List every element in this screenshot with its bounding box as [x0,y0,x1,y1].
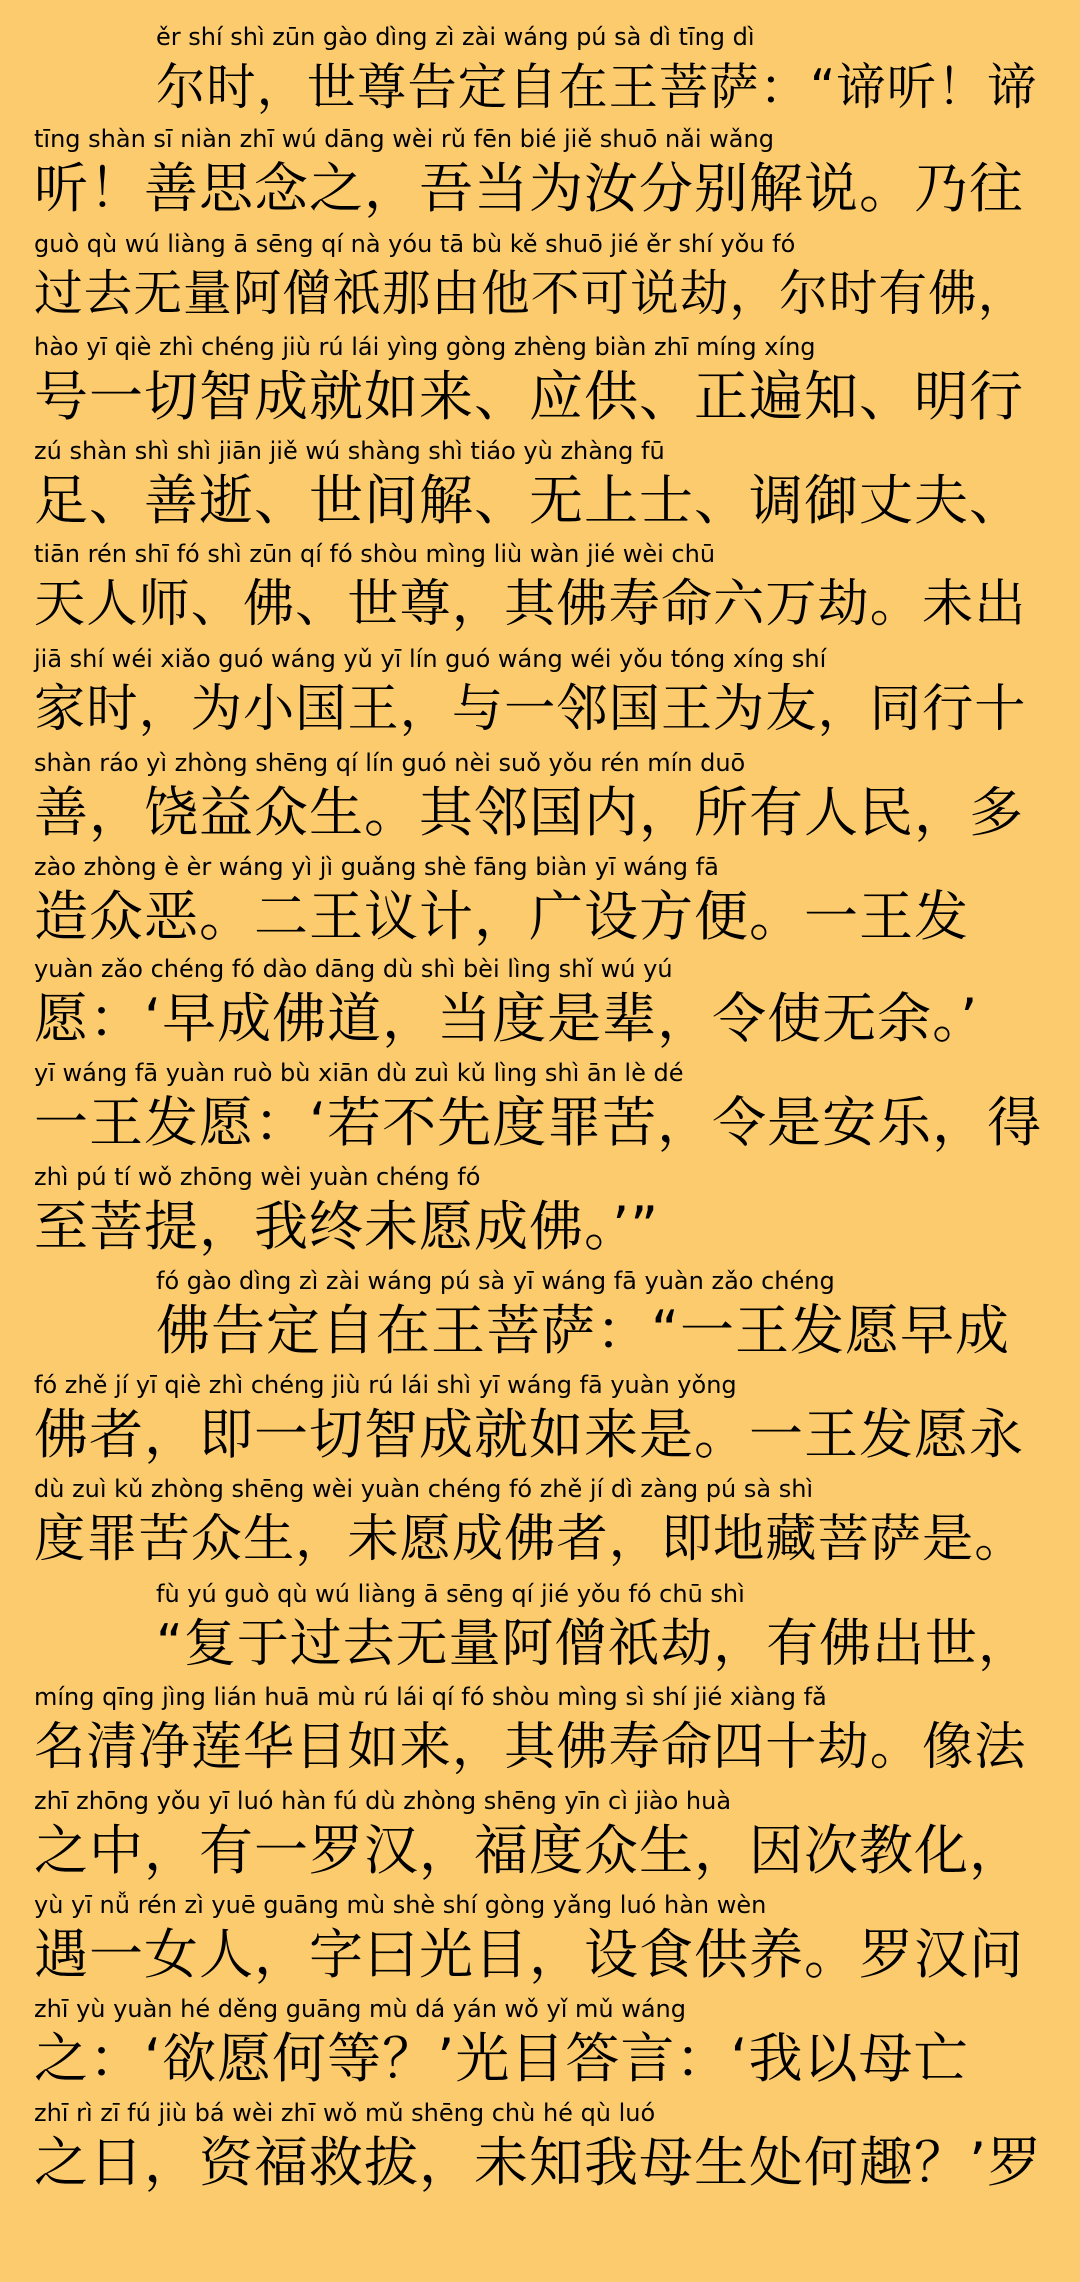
scripture-text: 造众恶。二王议计，广设方便。一王发 [34,885,969,948]
pinyin-annotation: dù zuì kǔ zhòng shēng wèi yuàn chéng fó zhě jí dì zàng pú sà shì [34,1475,814,1503]
scripture-text: 号一切智成就如来、应供、正遍知、明行 [34,365,1024,428]
scripture-text: 足、善逝、世间解、无上士、调御丈夫、 [34,469,1024,532]
text-line [34,1990,1046,2094]
pinyin-annotation: fó gào dìng zì zài wáng pú sà yī wáng fā yuàn zǎo chéng [156,1267,835,1295]
pinyin-annotation: tīng shàn sī niàn zhī wú dāng wèi rǔ fēn bié jiě shuō nǎi wǎng [34,125,774,153]
scripture-text: 之日，资福救拔，未知我母生处何趣？’罗 [34,2131,1043,2194]
pinyin-annotation: jiā shí wéi xiǎo guó wáng yǔ yī lín guó wáng wéi yǒu tóng xíng shí [34,645,827,673]
text-line [34,225,1046,329]
pinyin-annotation: yuàn zǎo chéng fó dào dāng dù shì bèi lìng shǐ wú yú [34,955,673,983]
scripture-text: 愿：‘早成佛道，当度是辈，令使无余。’ [34,987,979,1050]
text-line [34,432,1046,536]
scripture-text: 过去无量阿僧祇那由他不可说劫，尔时有佛， [34,266,1028,322]
pinyin-annotation: zhì pú tí wǒ zhōng wèi yuàn chéng fó [34,1163,481,1191]
text-line [34,535,1046,639]
pinyin-annotation: fó zhě jí yī qiè zhì chéng jiù rú lái shì yī wáng fā yuàn yǒng [34,1371,737,1399]
scripture-text: 善，饶益众生。其邻国内，所有人民，多 [34,781,1024,844]
scripture-text: 之：‘欲愿何等？’光目答言：‘我以母亡 [34,2027,969,2090]
pinyin-annotation: fù yú guò qù wú liàng ā sēng qí jié yǒu fó chū shì [156,1580,745,1608]
scripture-text: 之中，有一罗汉，福度众生，因次教化， [34,1819,1024,1882]
pinyin-annotation: zào zhòng è èr wáng yì jì guǎng shè fāng biàn yī wáng fā [34,853,719,881]
pinyin-annotation: tiān rén shī fó shì zūn qí fó shòu mìng liù wàn jié wèi chū [34,540,716,568]
scripture-text: 一王发愿：‘若不先度罪苦，令是安乐，得 [34,1091,1043,1154]
pinyin-annotation: míng qīng jìng lián huā mù rú lái qí fó shòu mìng sì shí jié xiàng fǎ [34,1683,827,1711]
scripture-text: 佛者，即一切智成就如来是。一王发愿永 [34,1403,1024,1466]
pinyin-annotation: zhī rì zī fú jiù bá wèi zhī wǒ mǔ shēng chù hé qù luó [34,2099,656,2127]
text-line [34,640,1046,744]
pinyin-annotation: shàn ráo yì zhòng shēng qí lín guó nèi suǒ yǒu rén mín duō [34,749,746,777]
scripture-text: 听！善思念之，吾当为汝分别解说。乃往 [34,157,1024,220]
text-line [34,950,1046,1054]
pinyin-annotation: ěr shí shì zūn gào dìng zì zài wáng pú sà dì tīng dì [156,23,755,51]
text-line [34,744,1046,848]
text-line [34,848,1046,952]
text-line [34,1886,1046,1990]
pinyin-annotation: zhī yù yuàn hé děng guāng mù dá yán wǒ yǐ mǔ wáng [34,1995,686,2023]
text-line [34,1575,1046,1679]
pinyin-annotation: hào yī qiè zhì chéng jiù rú lái yìng gòng zhèng biàn zhī míng xíng [34,333,816,361]
text-line [34,1678,1046,1782]
pinyin-annotation: zhī zhōng yǒu yī luó hàn fú dù zhòng shēng yīn cì jiào huà [34,1787,732,1815]
scripture-text: 尔时，世尊告定自在王菩萨：“谛听！谛 [156,58,1038,116]
pinyin-annotation: guò qù wú liàng ā sēng qí nà yóu tā bù kě shuō jié ěr shí yǒu fó [34,230,796,258]
text-line [34,18,1046,122]
scripture-text: “复于过去无量阿僧祇劫，有佛出世， [156,1614,1031,1674]
text-line [34,1262,1046,1366]
scripture-text: 遇一女人，字曰光目，设食供养。罗汉问 [34,1923,1024,1986]
scripture-text: 家时，为小国王，与一邻国王为友，同行十 [34,679,1027,739]
pinyin-annotation: zú shàn shì shì jiān jiě wú shàng shì tiáo yù zhàng fū [34,437,665,465]
scripture-text: 度罪苦众生，未愿成佛者，即地藏菩萨是。 [34,1509,1027,1569]
text-line [34,1054,1046,1158]
scripture-text: 名清净莲华目如来，其佛寿命四十劫。像法 [34,1717,1027,1777]
pinyin-annotation: yù yī nǚ rén zì yuē guāng mù shè shí gòng yǎng luó hàn wèn [34,1891,767,1919]
text-line [34,120,1046,224]
text-line [34,1158,1046,1262]
scripture-text: 天人师、佛、世尊，其佛寿命六万劫。未出 [34,574,1027,634]
scripture-text: 佛告定自在王菩萨：“一王发愿早成 [156,1299,1010,1362]
text-line [34,328,1046,432]
text-line [34,2094,1046,2198]
pinyin-annotation: yī wáng fā yuàn ruò bù xiān dù zuì kǔ lìng shì ān lè dé [34,1059,684,1087]
text-line [34,1782,1046,1886]
text-line [34,1366,1046,1470]
text-line [34,1470,1046,1574]
scripture-text: 至菩提，我终未愿成佛。’” [34,1195,660,1258]
